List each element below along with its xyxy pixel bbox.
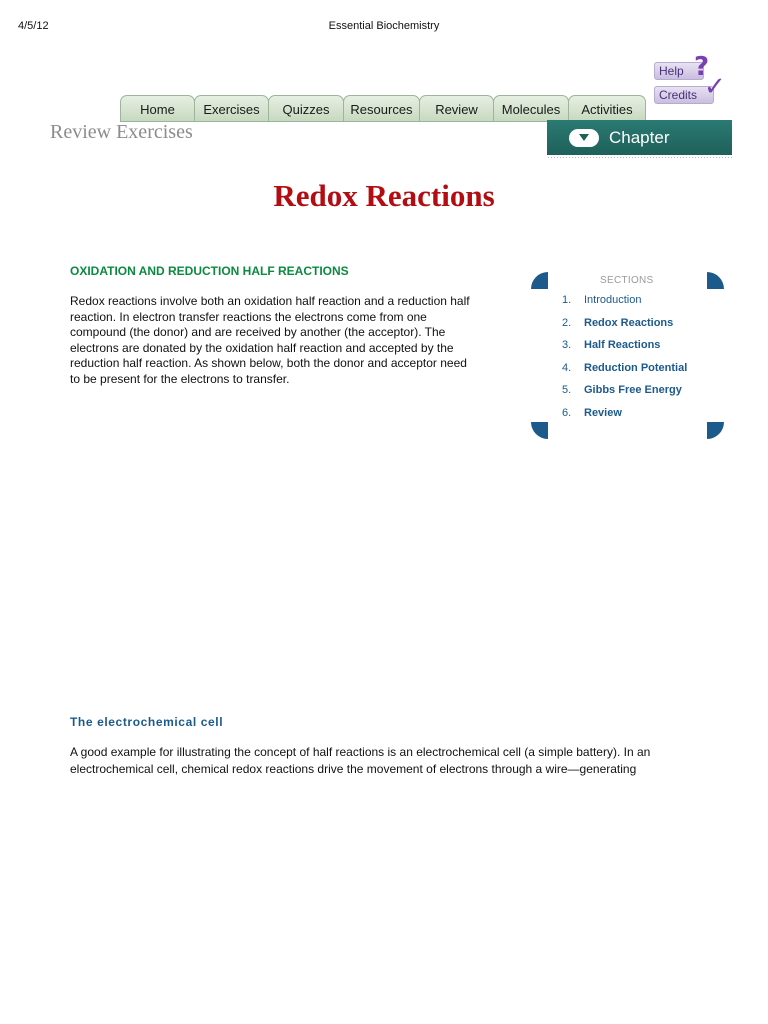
tab-review[interactable] (419, 95, 494, 121)
tab-label: Quizzes (282, 102, 330, 117)
section-number: 5. (562, 384, 572, 396)
main-nav-tabs (120, 95, 646, 122)
tab-home[interactable] (120, 95, 195, 121)
section-label: Introduction (584, 294, 642, 306)
print-date: 4/5/12 (18, 20, 49, 32)
section-link-redox-reactions[interactable] (562, 317, 673, 329)
chapter-menu-button[interactable] (547, 120, 732, 155)
section-label: Review Exercises (50, 121, 193, 143)
tab-activities[interactable] (568, 95, 646, 121)
sections-corner-top-right (707, 272, 724, 289)
tab-molecules[interactable] (493, 95, 569, 121)
section-number: 2. (562, 317, 572, 329)
intro-paragraph (70, 294, 525, 387)
print-title: Essential Biochemistry (328, 20, 440, 32)
section-label: Review (584, 407, 622, 419)
help-label: Help (659, 64, 684, 78)
section-number: 6. (562, 407, 572, 419)
tab-label: Exercises (203, 102, 260, 117)
paragraph-line: compound (the donor) and are received by another (the acceptor). The (70, 325, 446, 339)
chevron-down-icon[interactable] (569, 129, 599, 147)
paragraph-line: reaction. In electron transfer reactions the electrons come from one (70, 309, 427, 324)
section-link-reduction-potential[interactable] (562, 362, 687, 374)
section-label: Gibbs Free Energy (584, 384, 682, 396)
section-label: Redox Reactions (584, 317, 674, 329)
sections-corner-bottom-right (707, 422, 724, 439)
section-link-half-reactions[interactable] (562, 339, 660, 351)
paragraph-line: electrons are donated by the oxidation half reaction and accepted by the (70, 340, 454, 355)
tab-label: Molecules (501, 102, 561, 117)
tab-label: Resources (350, 102, 413, 117)
tab-resources[interactable] (343, 95, 420, 121)
sections-corner-bottom-left (531, 422, 548, 439)
section-label: Half Reactions (584, 339, 661, 351)
credits-label: Credits (659, 88, 698, 102)
sections-corner-top-left (531, 272, 548, 289)
paragraph-line: to be present for the electrons to transfer. (70, 371, 290, 386)
chapter-bar-shadow (547, 156, 732, 160)
tab-quizzes[interactable] (268, 95, 344, 121)
tab-exercises[interactable] (194, 95, 269, 121)
section-number: 3. (562, 339, 572, 351)
section-link-review[interactable] (562, 407, 622, 419)
question-mark-icon[interactable]: ? (694, 52, 710, 82)
tab-label: Review (435, 102, 478, 117)
page-title: Redox Reactions (273, 178, 495, 213)
sections-title: SECTIONS (600, 275, 654, 286)
subsection-heading: The electrochemical cell (70, 715, 224, 729)
paragraph-line: Redox reactions involve both an oxidation half reaction and a reduction half (70, 294, 470, 308)
electrochemical-paragraph (70, 744, 730, 778)
tab-label: Activities (581, 102, 633, 117)
tab-label: Home (140, 102, 175, 117)
section-heading: OXIDATION AND REDUCTION HALF REACTIONS (70, 264, 349, 278)
checkmark-icon[interactable]: ✓ (704, 72, 726, 102)
section-link-gibbs-free-energy[interactable] (562, 384, 682, 396)
paragraph-line: A good example for illustrating the concept of half reactions is an electrochemical cell (a simple battery). In an (70, 745, 651, 759)
section-number: 4. (562, 362, 572, 374)
paragraph-line: reduction half reaction. As shown below, both the donor and acceptor need (70, 356, 467, 370)
chapter-label: Chapter (609, 128, 670, 147)
section-label: Reduction Potential (584, 362, 688, 374)
paragraph-line: electrochemical cell, chemical redox reactions drive the movement of electrons through a wire—generating (70, 762, 637, 776)
section-number: 1. (562, 294, 572, 306)
section-link-introduction[interactable] (562, 294, 641, 306)
